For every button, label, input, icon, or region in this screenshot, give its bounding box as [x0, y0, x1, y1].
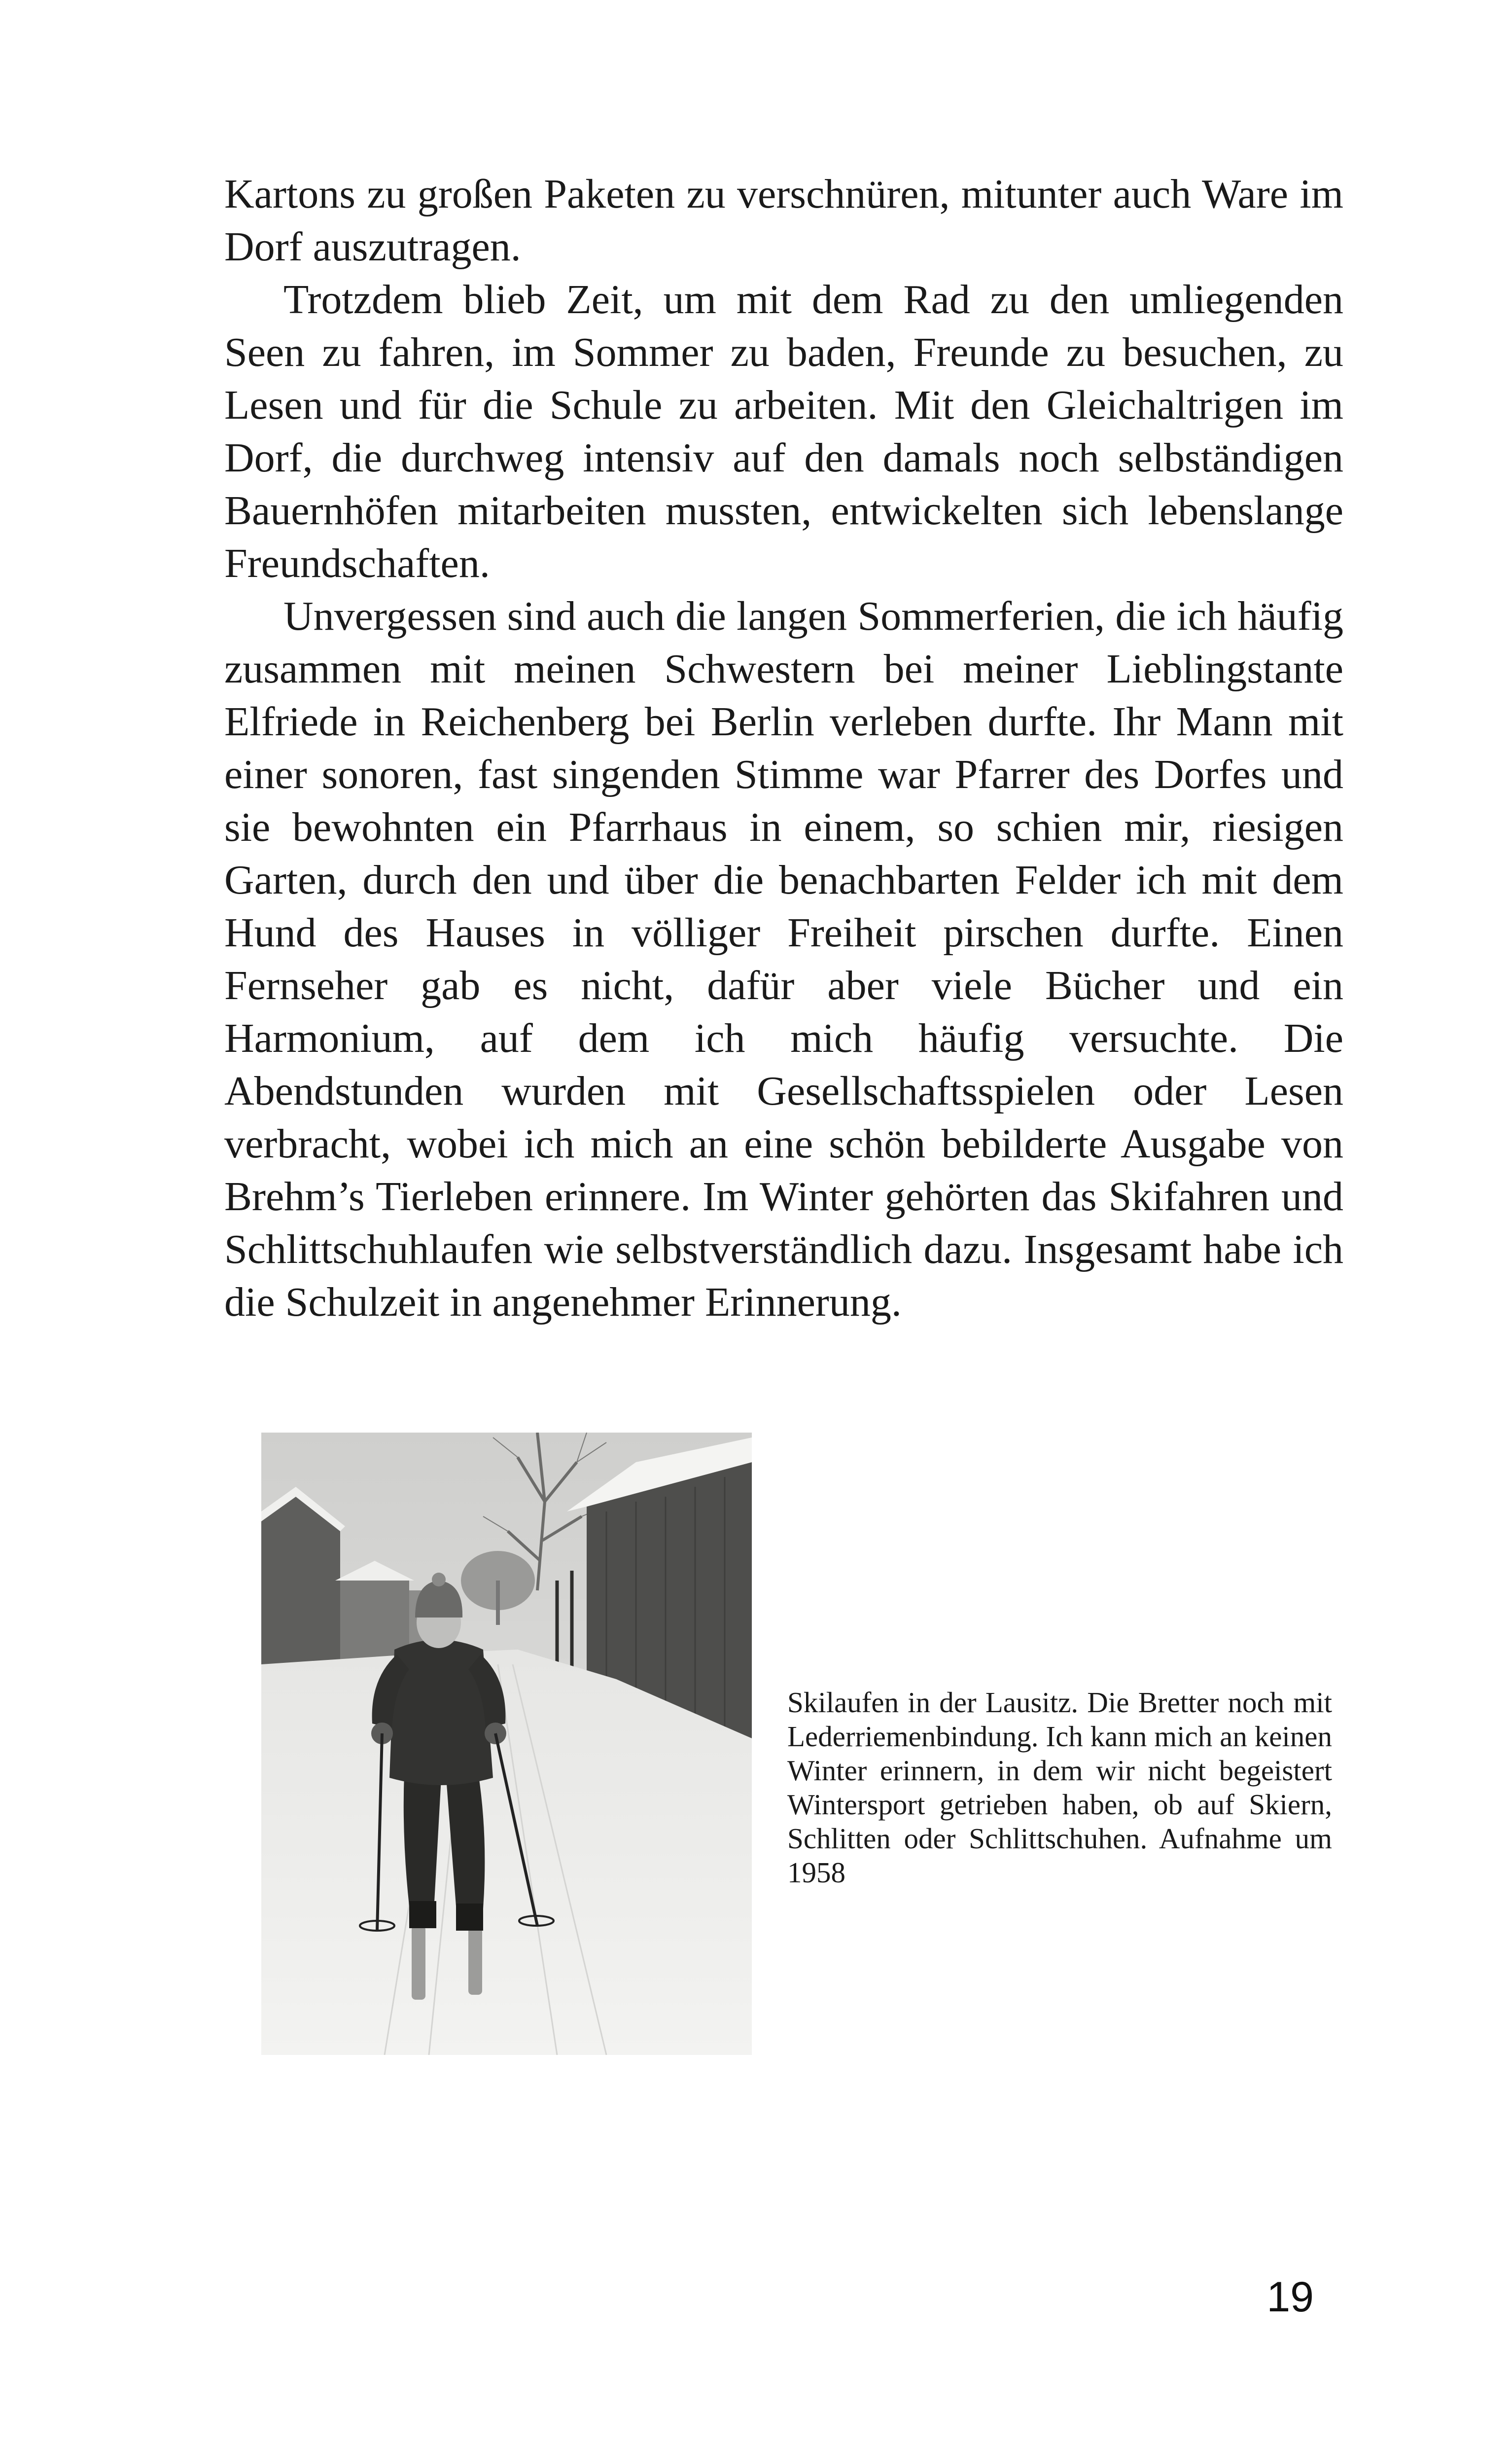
photo-child-on-skis	[261, 1433, 752, 2055]
body-text	[224, 168, 1343, 1329]
paragraph-2: Trotzdem blieb Zeit, um mit dem Rad zu den umliegenden Seen zu fahren, im Sommer zu baden, Freunde zu besuchen, zu Lesen und für die Schule zu arbeiten. Mit den Gleichaltrigen im Dorf, die durchweg intensiv auf den damals noch selbständigen Bauernhöfen mitarbeiten mussten, entwickelten sich lebenslange Freundschaften.	[224, 277, 1343, 586]
paragraph-3: Unvergessen sind auch die langen Sommerferien, die ich häufig zusammen mit meinen Schwestern bei meiner Lieblingstante Elfriede in Reichenberg bei Berlin verleben durfte. Ihr Mann mit einer sonoren, fast singenden Stimme war Pfarrer des Dorfes und sie bewohnten ein Pfarrhaus in einem, so schien mir, riesigen Garten, durch den und über die benachbarten Felder ich mit dem Hund des Hauses in völliger Freiheit pirschen durfte. Einen Fernseher gab es nicht, dafür aber viele Bücher und ein Harmonium, auf dem ich mich häufig versuchte. Die Abendstunden wurden mit Gesellschaftsspielen oder Lesen verbracht, wobei ich mich an eine schön bebilderte Ausgabe von Brehm’s Tierleben erinnere. Im Winter gehörten das Skifahren und Schlittschuhlaufen wie selbstverständlich dazu. Insgesamt habe ich die Schulzeit in angenehmer Erinnerung.	[224, 593, 1343, 1325]
photo-caption: Skilaufen in der Lausitz. Die Bretter noch mit Lederriemenbindung. Ich kann mich an keinen Winter erinnern, in dem wir nicht begeistert Wintersport getrieben haben, ob auf Skiern, Schlitten oder Schlittschuhen. Aufnahme um 1958	[787, 1686, 1332, 1889]
paragraph-1: Kartons zu großen Paketen zu verschnüren, mitunter auch Ware im Dorf auszutragen.	[224, 171, 1343, 270]
photo-image	[261, 1433, 752, 2055]
page-number: 19	[1266, 2273, 1314, 2321]
